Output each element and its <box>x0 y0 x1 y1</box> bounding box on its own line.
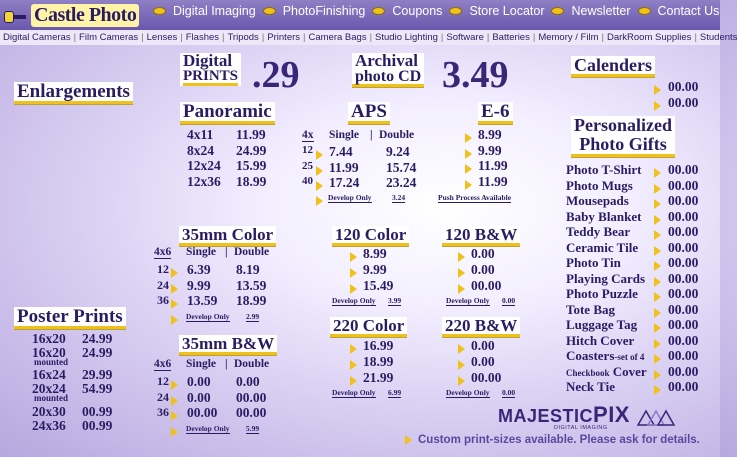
gift-item <box>566 365 647 378</box>
c35-double: 13.59 <box>236 277 267 293</box>
poster-size: 20x30 <box>32 404 66 419</box>
brand-majestic: MAJESTIC <box>498 406 594 426</box>
gift-price: 00.00 <box>668 177 699 193</box>
arrow-icon <box>458 344 465 354</box>
gift-item-name: Tote Bag <box>566 301 615 317</box>
gift-price: 00.00 <box>668 239 699 255</box>
b220-develop-only: Develop Only <box>446 388 490 398</box>
aps-col-double: Double <box>379 129 415 141</box>
c120-develop-price: 3.99 <box>388 296 402 306</box>
gift-item-name: Playing Cards <box>566 270 646 286</box>
separator: | <box>369 32 373 43</box>
gift-item-name: Photo Mugs <box>566 177 633 193</box>
separator: | <box>601 32 604 43</box>
c35-develop-only: Develop Only <box>186 311 230 321</box>
separator: | <box>532 32 536 43</box>
b35-double: 00.00 <box>236 389 267 405</box>
digital-prints-price: .29 <box>252 54 300 96</box>
arrow-icon <box>654 292 661 302</box>
arrow-icon <box>171 315 178 325</box>
gift-item-name: Photo T-Shirt <box>566 162 642 177</box>
bullet-icon <box>153 7 166 15</box>
arrow-icon <box>171 396 178 406</box>
calender-price: 00.00 <box>668 94 699 110</box>
poster-size: 16x24 <box>32 367 66 382</box>
arrow-icon <box>654 323 661 333</box>
gift-item-sub: Cover <box>612 363 647 379</box>
brand-tagline: DIGITAL IMAGING <box>554 425 608 431</box>
arrow-icon <box>654 168 661 178</box>
subnav-link-10[interactable]: Memory / Film <box>538 32 599 43</box>
gift-item-name: Ceramic Tile <box>566 239 639 255</box>
aps-sep: | <box>370 129 373 141</box>
c35-qty: 12 <box>157 262 169 276</box>
gift-item <box>566 256 621 269</box>
footer-text: Custom print-sizes available. Please ask for details. <box>418 434 700 446</box>
panoramic-size: 4x11 <box>187 127 214 142</box>
gift-item-name: Neck Tie <box>566 379 615 394</box>
gift-item-name: Hitch Cover <box>566 332 635 348</box>
aps-develop-price: 3.24 <box>392 193 406 202</box>
gifts-title-1: Personalized <box>574 115 672 135</box>
b220-develop-price: 0.00 <box>502 388 516 398</box>
c120-price: 9.99 <box>363 261 387 277</box>
gift-price: 00.00 <box>668 348 699 363</box>
bullet-icon <box>551 7 564 15</box>
arrow-icon <box>654 199 661 209</box>
panoramic-price: 18.99 <box>236 173 267 189</box>
c120-price: 8.99 <box>363 246 387 261</box>
b120-price: 0.00 <box>471 261 495 277</box>
b35-title-word: B&W <box>231 334 275 353</box>
subnav-link-12[interactable]: Students <box>699 32 737 43</box>
subnav-link-2[interactable]: Lenses <box>146 32 178 43</box>
arrow-icon <box>350 284 357 294</box>
subnav-link-5[interactable]: Printers <box>267 32 301 43</box>
gift-price: 00.00 <box>668 193 699 208</box>
nav-link-4[interactable]: Newsletter <box>571 4 631 18</box>
bullet-icon <box>263 7 276 15</box>
poster-price: 00.99 <box>82 404 113 419</box>
b120-develop-price: 0.00 <box>502 296 516 306</box>
aps-develop-only: Develop Only <box>328 193 372 202</box>
poster-size: 16x20 <box>32 345 66 360</box>
e6-price: 8.99 <box>478 127 502 142</box>
gift-item-name: Photo Puzzle <box>566 286 638 301</box>
b35-col-double: Double <box>234 358 270 370</box>
subnav-link-4[interactable]: Tripods <box>227 32 259 43</box>
b220-price: 00.00 <box>471 369 502 385</box>
separator: | <box>486 32 490 43</box>
gift-item <box>566 163 642 176</box>
c220-develop-price: 6.99 <box>388 388 402 398</box>
c35-double: 18.99 <box>236 293 267 308</box>
b35-col-size: 4x6 <box>154 358 172 370</box>
arrow-icon <box>350 360 357 370</box>
b35-double: 00.00 <box>236 405 267 420</box>
triangles-icon <box>638 407 676 427</box>
poster-price: 00.99 <box>82 418 113 433</box>
gift-item-name: Baby Blanket <box>566 208 642 224</box>
c35-title-num: 35mm <box>182 225 228 244</box>
panoramic-price: 11.99 <box>236 127 266 142</box>
panoramic-price: 24.99 <box>236 142 267 158</box>
e6-push-note: Push Process Available <box>438 193 512 202</box>
gift-item <box>566 334 634 347</box>
c220-title-word: Color <box>362 316 405 335</box>
gift-price: 00.00 <box>668 332 699 348</box>
calender-price: 00.00 <box>668 79 699 94</box>
arrow-icon <box>458 360 465 370</box>
arrow-icon <box>654 354 661 364</box>
gift-item <box>566 272 645 285</box>
separator: | <box>73 32 77 43</box>
arrow-icon <box>316 181 323 191</box>
arrow-icon <box>654 385 661 395</box>
arrow-icon <box>316 166 323 176</box>
separator: | <box>694 32 697 43</box>
c35-single: 9.99 <box>187 277 211 293</box>
gift-item-name: Checkbook <box>566 367 610 378</box>
castle-icon <box>2 5 28 25</box>
arrow-icon <box>654 370 661 380</box>
arrow-icon <box>316 150 323 160</box>
b120-price: 0.00 <box>471 246 495 261</box>
gift-item-name: Photo Tin <box>566 255 621 270</box>
c35-col-single: Single <box>186 246 217 258</box>
gift-price: 00.00 <box>668 379 699 394</box>
c35-qty: 36 <box>157 293 169 307</box>
archival-label: Archival <box>355 51 418 70</box>
subnav-link-6[interactable]: Camera Bags <box>308 32 367 43</box>
poster-size: 24x36 <box>32 418 66 433</box>
arrow-icon <box>458 252 465 262</box>
arrow-icon <box>654 261 661 271</box>
e6-title: E-6 <box>478 102 513 124</box>
logo-text: Castle Photo <box>31 4 139 27</box>
c220-develop-only: Develop Only <box>332 388 376 398</box>
separator: | <box>141 32 144 43</box>
nav-link-0[interactable]: Digital Imaging <box>173 4 256 18</box>
prints-label: PRINTS <box>183 69 238 86</box>
subnav-link-1[interactable]: Film Cameras <box>79 32 139 43</box>
gift-price: 00.00 <box>668 317 699 332</box>
poster-price: 54.99 <box>82 381 113 396</box>
b220-title-num: 220 <box>445 316 471 335</box>
poster-price: 24.99 <box>82 331 113 346</box>
arrow-icon <box>654 246 661 256</box>
b35-qty: 24 <box>157 389 169 404</box>
b35-single: 00.00 <box>187 405 218 420</box>
arrow-icon <box>350 252 357 262</box>
arrow-icon <box>458 376 465 386</box>
gift-price: 00.00 <box>668 286 699 301</box>
poster-prints-title: Poster Prints <box>14 307 126 329</box>
b35-col-single: Single <box>186 358 217 370</box>
brand-pix: PIX <box>593 402 630 427</box>
arrow-icon <box>171 299 178 309</box>
b120-title-word: B&W <box>474 225 518 244</box>
poster-mounted: mounted <box>34 357 69 367</box>
arrow-icon <box>316 196 323 206</box>
c120-title-word: Color <box>364 225 407 244</box>
poster-size: 20x24 <box>32 381 66 396</box>
digital-label: Digital <box>183 51 233 70</box>
gift-item <box>566 303 615 316</box>
b120-title-num: 120 <box>445 225 471 244</box>
aps-single: 7.44 <box>329 144 353 159</box>
gift-price: 00.00 <box>668 208 699 224</box>
c35-develop-price: 2.99 <box>246 311 260 321</box>
arrow-icon <box>465 149 472 159</box>
nav-link-2[interactable]: Coupons <box>392 4 443 18</box>
castle-photo-logo[interactable] <box>2 3 139 27</box>
arrow-icon <box>465 164 472 174</box>
c35-col-size: 4x6 <box>154 246 172 258</box>
gift-item-name: Coasters <box>566 348 615 363</box>
gift-item <box>566 287 638 300</box>
gift-price: 00.00 <box>668 255 699 270</box>
e6-price: 11.99 <box>478 158 508 173</box>
gift-item <box>566 210 642 223</box>
c220-title-num: 220 <box>333 316 359 335</box>
gift-item-name: Teddy Bear <box>566 224 631 239</box>
bullet-icon <box>372 7 385 15</box>
c35-single: 6.39 <box>187 262 211 277</box>
aps-double: 23.24 <box>386 175 417 190</box>
aps-col-single: Single <box>329 129 360 141</box>
separator: | <box>440 32 444 43</box>
arrow-icon <box>405 435 412 445</box>
poster-price: 24.99 <box>82 345 113 360</box>
poster-price: 29.99 <box>82 367 113 382</box>
aps-col-4x: 4x <box>302 129 314 141</box>
arrow-icon <box>654 277 661 287</box>
arrow-icon <box>171 380 178 390</box>
subnav-link-0[interactable]: Digital Cameras <box>3 32 71 43</box>
gift-item <box>566 241 638 254</box>
arrow-icon <box>654 230 661 240</box>
arrow-icon <box>465 180 472 190</box>
b35-title-num: 35mm <box>182 334 228 353</box>
nav-link-1[interactable]: PhotoFinishing <box>282 4 366 18</box>
b35-develop-price: 5.99 <box>246 423 260 433</box>
panoramic-price: 15.99 <box>236 158 267 173</box>
gift-item <box>566 349 644 362</box>
arrow-icon <box>171 284 178 294</box>
arrow-icon <box>350 268 357 278</box>
majesticpix-logo <box>498 402 676 431</box>
aps-qty: 25 <box>302 159 313 172</box>
aps-title: APS <box>348 102 390 124</box>
b220-price: 0.00 <box>471 353 495 369</box>
b35-qty: 36 <box>157 405 169 419</box>
aps-single: 17.24 <box>329 175 360 190</box>
gift-item <box>566 179 633 192</box>
panoramic-size: 12x36 <box>187 173 221 189</box>
c220-price: 16.99 <box>363 338 394 353</box>
b35-sep: | <box>225 358 228 370</box>
e6-price: 11.99 <box>478 173 508 189</box>
gift-item <box>566 225 630 238</box>
archival-cd-price: 3.49 <box>442 54 509 96</box>
arrow-icon <box>654 85 661 95</box>
arrow-icon <box>654 184 661 194</box>
c35-title-word: Color <box>231 225 274 244</box>
aps-double: 15.74 <box>386 159 417 175</box>
gift-item-name: Mousepads <box>566 193 629 208</box>
gift-item-sub: -set of 4 <box>614 352 645 362</box>
arrow-icon <box>654 339 661 349</box>
enlargements-title: Enlargements <box>14 82 133 104</box>
archival-promo <box>352 53 424 87</box>
gift-item <box>566 194 629 207</box>
arrow-icon <box>350 376 357 386</box>
arrow-icon <box>458 284 465 294</box>
panoramic-title: Panoramic <box>180 102 275 124</box>
c120-title-num: 120 <box>335 225 361 244</box>
c220-price: 21.99 <box>363 369 394 385</box>
calenders-title: Calenders <box>571 56 655 77</box>
arrow-icon <box>654 215 661 225</box>
nav-link-3[interactable]: Store Locator <box>469 4 545 18</box>
c35-qty: 24 <box>157 277 169 292</box>
gift-item-name: Luggage Tag <box>566 317 638 332</box>
subnav-link-7[interactable]: Studio Lighting <box>375 32 438 43</box>
panoramic-size: 8x24 <box>187 142 214 158</box>
arrow-icon <box>171 268 178 278</box>
panoramic-size: 12x24 <box>187 158 221 173</box>
gift-price: 00.00 <box>668 363 699 379</box>
gift-price: 00.00 <box>668 270 699 286</box>
c35-sep: | <box>225 246 228 258</box>
separator: | <box>222 32 225 43</box>
arrow-icon <box>465 133 472 143</box>
c35-col-double: Double <box>234 246 270 258</box>
gift-item <box>566 318 637 331</box>
bullet-icon <box>449 7 462 15</box>
subnav-link-8[interactable]: Software <box>446 32 484 43</box>
separator: | <box>180 32 183 43</box>
c220-price: 18.99 <box>363 353 394 369</box>
gift-item <box>566 380 615 393</box>
separator: | <box>303 32 306 43</box>
b35-single: 0.00 <box>187 374 211 389</box>
aps-qty: 40 <box>302 175 313 187</box>
arrow-icon <box>654 308 661 318</box>
b120-price: 00.00 <box>471 277 502 293</box>
custom-sizes-note <box>405 434 700 446</box>
b35-qty: 12 <box>157 374 169 388</box>
b220-title-word: B&W <box>474 316 518 335</box>
e6-price: 9.99 <box>478 142 502 158</box>
subnav-link-9[interactable]: Batteries <box>492 32 530 43</box>
arrow-icon <box>171 427 178 437</box>
nav-link-5[interactable]: Contact Us <box>657 4 720 18</box>
b35-develop-only: Develop Only <box>186 423 230 433</box>
main-nav <box>146 4 719 18</box>
arrow-icon <box>350 344 357 354</box>
gift-price: 00.00 <box>668 162 699 177</box>
photo-cd-label: photo CD <box>355 68 422 86</box>
subnav-link-3[interactable]: Flashes <box>185 32 220 43</box>
digital-prints-promo <box>180 53 241 86</box>
gift-price: 00.00 <box>668 301 699 317</box>
aps-qty: 12 <box>302 144 313 156</box>
b35-single: 0.00 <box>187 389 211 405</box>
bullet-icon <box>638 7 651 15</box>
b35-double: 0.00 <box>236 374 260 389</box>
aps-single: 11.99 <box>329 159 359 175</box>
poster-size: 16x20 <box>32 331 66 346</box>
arrow-icon <box>458 268 465 278</box>
b120-develop-only: Develop Only <box>446 296 490 306</box>
b220-price: 0.00 <box>471 338 495 353</box>
sub-nav <box>0 30 737 45</box>
aps-double: 9.24 <box>386 144 410 159</box>
subnav-link-11[interactable]: DarkRoom Supplies <box>606 32 692 43</box>
separator: | <box>261 32 265 43</box>
c120-price: 15.49 <box>363 277 394 293</box>
arrow-icon <box>171 411 178 421</box>
c35-single: 13.59 <box>187 293 218 308</box>
c35-double: 8.19 <box>236 262 260 277</box>
c120-develop-only: Develop Only <box>332 296 376 306</box>
gifts-title-2: Photo Gifts <box>579 133 667 154</box>
gift-price: 00.00 <box>668 224 699 239</box>
arrow-icon <box>654 101 661 111</box>
poster-mounted: mounted <box>34 393 69 403</box>
